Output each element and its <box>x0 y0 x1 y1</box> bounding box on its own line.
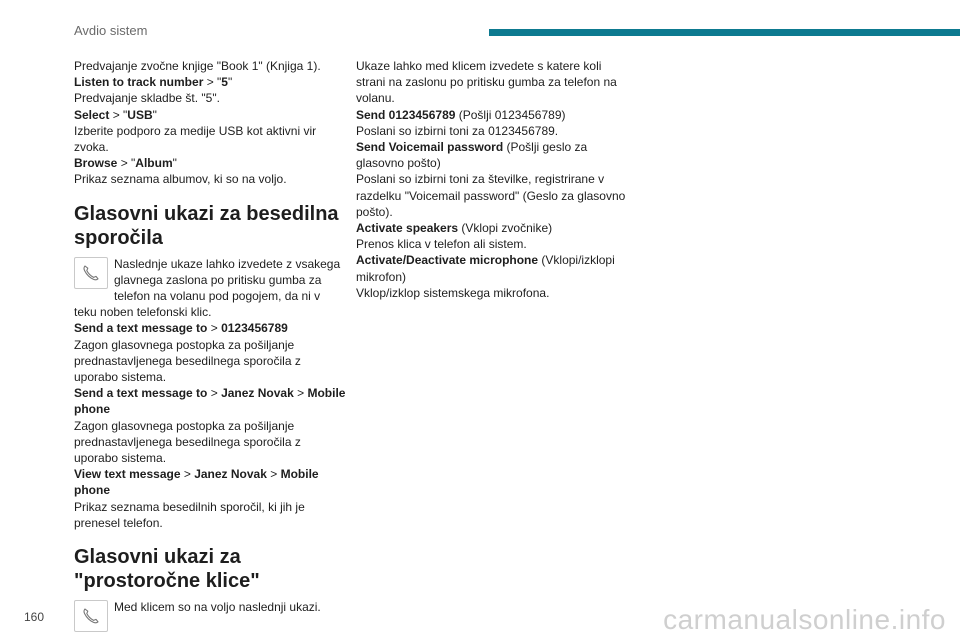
command-line <box>356 220 628 236</box>
command-line <box>356 139 628 171</box>
phone-icon <box>81 606 101 626</box>
command-description: Prenos klica v telefon ali sistem. <box>356 237 527 252</box>
command-separator: > " <box>203 75 222 90</box>
command-separator: > " <box>117 156 136 171</box>
command-keyword: Listen to track number <box>74 75 204 90</box>
command-description: Izberite podporo za medije USB kot aktivni vir zvoka. <box>74 123 317 155</box>
command-separator: > <box>180 467 195 482</box>
command-argument: Janez Novak <box>194 467 267 482</box>
command-separator: > <box>207 386 222 401</box>
phone-handset-icon <box>74 600 108 632</box>
command-quote: " <box>152 107 157 122</box>
command-description: Poslani so izbirni toni za številke, registrirane v razdelku "Voicemail password" (Geslo za glasovno pošto). <box>356 172 626 219</box>
command-keyword: Send a text message to <box>74 386 208 401</box>
command-keyword: Send Voicemail password <box>356 140 504 155</box>
command-separator: > <box>207 321 222 336</box>
command-keyword: Send a text message to <box>74 321 208 336</box>
command-translation: (Pošlji 0123456789) <box>455 107 566 122</box>
command-description: Prikaz seznama albumov, ki so na voljo. <box>74 172 287 187</box>
phone-handset-icon <box>74 257 108 289</box>
command-argument: Janez Novak <box>221 386 294 401</box>
note-text: Naslednje ukaze lahko izvedete z vsakega glavnega zaslona po pritisku gumba za telefon na volanu pod pogojem, da ni v teku noben telefonski klic. <box>74 256 341 320</box>
command-keyword: Browse <box>74 156 118 171</box>
command-description: Poslani so izbirni toni za 0123456789. <box>356 123 559 138</box>
command-argument: USB <box>127 107 153 122</box>
intro-text: Ukaze lahko med klicem izvedete s katere koli strani na zaslonu po pritisku gumba za telefon na volanu. <box>356 59 617 106</box>
command-description: Predvajanje skladbe št. "5". <box>74 91 220 106</box>
section-heading-handsfree: Glasovni ukazi za "prostoročne klice" <box>74 546 260 593</box>
phone-icon <box>81 263 101 283</box>
command-line <box>74 107 346 123</box>
section-heading-sms: Glasovni ukazi za besedilna sporočila <box>74 202 339 249</box>
command-argument: Album <box>135 156 173 171</box>
command-description: Vklop/izklop sistemskega mikrofona. <box>356 285 550 300</box>
command-line <box>356 107 628 123</box>
command-translation: (Vklopi zvočnike) <box>458 221 553 236</box>
command-argument: Mobile phone <box>74 467 319 498</box>
command-description: Zagon glasovnega postopka za pošiljanje prednastavljenega besedilnega sporočila z uporabo sistema. <box>74 418 301 466</box>
command-keyword: View text message <box>74 467 181 482</box>
command-argument: Mobile phone <box>74 386 346 417</box>
command-argument: 0123456789 <box>221 321 288 336</box>
command-line <box>74 320 346 336</box>
watermark: carmanualsonline.info <box>663 604 946 635</box>
command-keyword: Send 0123456789 <box>356 107 456 122</box>
header-accent-bar <box>489 29 960 36</box>
command-translation: (Pošlji geslo za glasovno pošto) <box>356 140 588 171</box>
command-translation: (Vklopi/izklopi mikrofon) <box>356 253 615 284</box>
note-text: Med klicem so na voljo naslednji ukazi. <box>114 600 321 615</box>
command-line <box>356 252 628 284</box>
command-keyword: Select <box>74 107 110 122</box>
command-description: Prikaz seznama besedilnih sporočil, ki jih je prenesel telefon. <box>74 499 305 530</box>
command-separator: > <box>266 467 281 482</box>
header-title: Avdio sistem <box>74 23 148 38</box>
command-line <box>74 466 346 498</box>
right-column <box>356 58 628 301</box>
left-column <box>74 58 346 632</box>
command-line <box>74 385 346 417</box>
command-quote: " <box>227 75 233 90</box>
intro-text: Predvajanje zvočne knjige "Book 1" (Knjiga 1). <box>74 59 321 73</box>
command-line <box>74 74 346 90</box>
page-number: 160 <box>24 610 45 624</box>
command-description: Zagon glasovnega postopka za pošiljanje prednastavljenega besedilnega sporočila z uporabo sistema. <box>74 337 301 385</box>
command-separator: > <box>293 386 308 401</box>
command-keyword: Activate speakers <box>356 221 459 236</box>
command-line <box>74 155 346 171</box>
command-keyword: Activate/Deactivate microphone <box>356 253 539 268</box>
command-argument: 5 <box>221 75 228 90</box>
command-separator: > " <box>109 107 128 122</box>
command-quote: " <box>172 156 177 171</box>
